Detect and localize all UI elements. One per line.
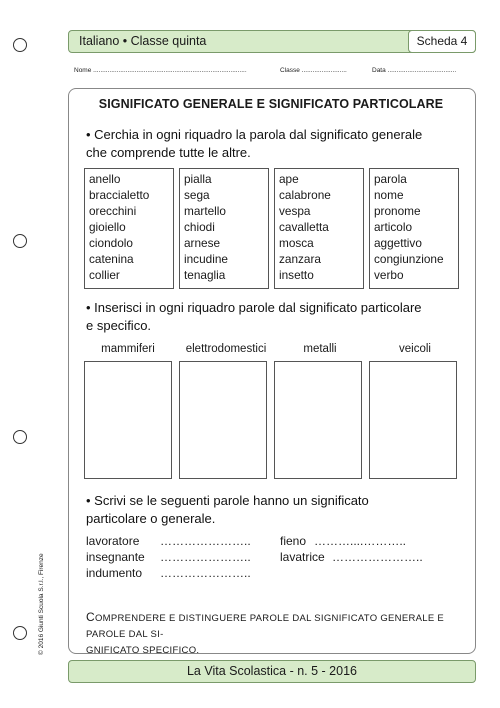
- answer-dots[interactable]: …………………..: [160, 566, 251, 580]
- word: calabrone: [279, 188, 331, 202]
- word: mosca: [279, 236, 314, 250]
- word-box-1: [84, 168, 174, 289]
- word: chiodi: [184, 220, 215, 234]
- answer-box-veicoli[interactable]: [369, 361, 457, 479]
- answer-dots[interactable]: ………....………..: [314, 534, 407, 548]
- word: congiunzione: [374, 252, 444, 266]
- word-lavoratore: lavoratore: [86, 534, 140, 548]
- word: collier: [89, 268, 120, 282]
- exercise3-instruction-line1: • Scrivi se le seguenti parole hanno un significato: [86, 493, 369, 508]
- word: zanzara: [279, 252, 321, 266]
- footer-bar: La Vita Scolastica - n. 5 - 2016: [68, 660, 476, 683]
- goal-line2: GNIFICATO SPECIFICO.: [86, 645, 200, 656]
- word: vespa: [279, 204, 311, 218]
- date-field: Data ......................................: [372, 67, 457, 74]
- name-field: Nome .....................................................................................: [74, 67, 247, 74]
- word: pialla: [184, 172, 212, 186]
- exercise2-instruction-line2: e specifico.: [86, 318, 152, 333]
- copyright-notice: © 2016 Giunti Scuola S.r.l., Firenze: [38, 553, 45, 655]
- word: pronome: [374, 204, 421, 218]
- goal-initial: C: [86, 610, 95, 624]
- exercise3-instruction-line2: particolare o generale.: [86, 511, 216, 526]
- word: anello: [89, 172, 121, 186]
- class-field: Classe .........................: [280, 67, 347, 74]
- word-box-3: [274, 168, 364, 289]
- word: arnese: [184, 236, 221, 250]
- word-insegnante: insegnante: [86, 550, 145, 564]
- word: ape: [279, 172, 299, 186]
- word: orecchini: [89, 204, 137, 218]
- word: martello: [184, 204, 226, 218]
- word: incudine: [184, 252, 228, 266]
- category-label-metalli: metalli: [303, 343, 337, 355]
- header-bar: [68, 30, 476, 53]
- subject-label: Italiano • Classe quinta: [79, 34, 207, 48]
- category-label-veicoli: veicoli: [399, 343, 431, 355]
- word: braccialetto: [89, 188, 150, 202]
- word: articolo: [374, 220, 413, 234]
- word-lavatrice: lavatrice: [280, 550, 325, 564]
- word: catenina: [89, 252, 134, 266]
- binder-hole: [13, 626, 27, 640]
- answer-box-mammiferi[interactable]: [84, 361, 172, 479]
- word: sega: [184, 188, 210, 202]
- goal-line1: OMPRENDERE E DISTINGUERE PAROLE DAL SIGNIFICATO GENERALE E PAROLE DAL SI-: [86, 613, 445, 640]
- word: gioiello: [89, 220, 126, 234]
- category-label-mammiferi: mammiferi: [101, 343, 155, 355]
- exercise2-instruction-line1: • Inserisci in ogni riquadro parole dal significato particolare: [86, 300, 422, 315]
- word-box-4: [369, 168, 459, 289]
- binder-hole: [13, 234, 27, 248]
- answer-dots[interactable]: …………………..: [160, 550, 251, 564]
- answer-box-elettrodomestici[interactable]: [179, 361, 267, 479]
- category-label-elettrodomestici: elettrodomestici: [185, 343, 267, 355]
- word: verbo: [374, 268, 404, 282]
- word-box-2: [179, 168, 269, 289]
- exercise1-instruction-line1: • Cerchia in ogni riquadro la parola dal significato generale: [86, 127, 423, 142]
- binder-hole: [13, 430, 27, 444]
- word: nome: [374, 188, 404, 202]
- learning-goal: [86, 609, 464, 659]
- answer-dots[interactable]: …………………..: [160, 534, 251, 548]
- worksheet-title: SIGNIFICATO GENERALE E SIGNIFICATO PARTICOLARE: [98, 97, 444, 111]
- word: tenaglia: [184, 268, 226, 282]
- word: insetto: [279, 268, 314, 282]
- word: aggettivo: [374, 236, 422, 250]
- word-indumento: indumento: [86, 566, 143, 580]
- word: cavalletta: [279, 220, 329, 234]
- answer-box-metalli[interactable]: [274, 361, 362, 479]
- word: parola: [374, 172, 407, 186]
- word: ciondolo: [89, 236, 133, 250]
- word-fieno: fieno: [280, 534, 307, 548]
- sheet-number: Scheda 4: [408, 30, 476, 53]
- exercise1-instruction-line2: che comprende tutte le altre.: [86, 145, 251, 160]
- binder-hole: [13, 38, 27, 52]
- answer-dots[interactable]: …………………..: [332, 550, 423, 564]
